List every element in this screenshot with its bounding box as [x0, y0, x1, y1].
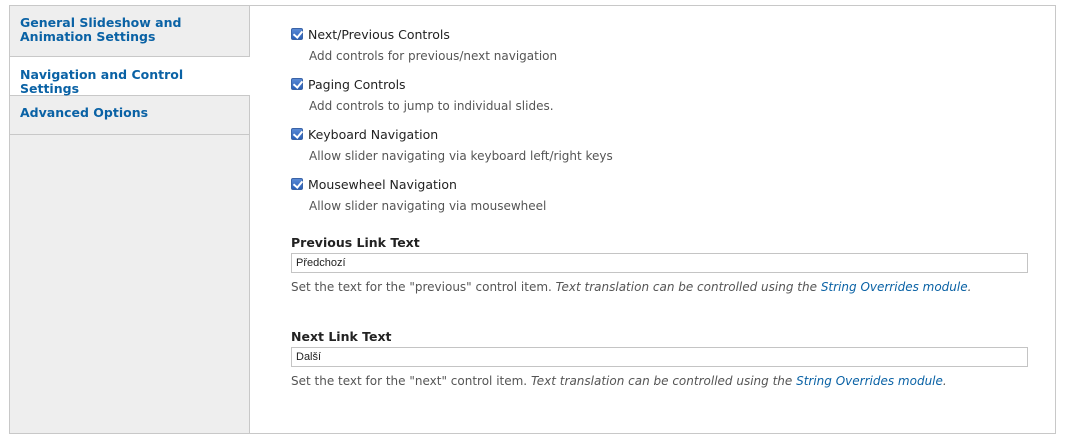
tab-panel: [251, 6, 1055, 433]
vertical-tabs: [10, 6, 250, 433]
tab-navigation-control[interactable]: Navigation and Control Settings: [10, 57, 250, 96]
next-link-label: Next Link Text: [291, 329, 392, 344]
keyboard-label[interactable]: Keyboard Navigation: [308, 126, 439, 142]
next-link-description: Set the text for the "next" control item. Text translation can be controlled using the String Overrides module.: [291, 374, 947, 388]
mousewheel-description: Allow slider navigating via mousewheel: [309, 199, 547, 213]
paging-label[interactable]: Paging Controls: [308, 76, 406, 92]
string-overrides-link[interactable]: String Overrides module: [820, 280, 968, 294]
option-mousewheel: [291, 176, 546, 213]
option-keyboard: [291, 126, 613, 163]
previous-link-input[interactable]: [291, 253, 1028, 273]
keyboard-checkbox[interactable]: [291, 128, 303, 140]
string-overrides-link[interactable]: String Overrides module: [796, 374, 943, 388]
next-link-field: [291, 329, 1028, 388]
next-previous-checkbox[interactable]: [291, 28, 303, 40]
mousewheel-label[interactable]: Mousewheel Navigation: [308, 176, 457, 192]
paging-checkbox[interactable]: [291, 78, 303, 90]
previous-link-description: Set the text for the "previous" control item. Text translation can be controlled using the String Overrides module.: [291, 280, 972, 294]
mousewheel-checkbox[interactable]: [291, 178, 303, 190]
tab-general-slideshow[interactable]: General Slideshow and Animation Settings: [10, 6, 249, 57]
option-next-previous: [291, 26, 557, 63]
next-previous-label[interactable]: Next/Previous Controls: [308, 26, 450, 42]
option-paging: [291, 76, 554, 113]
previous-link-label: Previous Link Text: [291, 235, 420, 250]
keyboard-description: Allow slider navigating via keyboard left/right keys: [309, 149, 613, 163]
previous-link-field: [291, 235, 1028, 294]
paging-description: Add controls to jump to individual slides.: [309, 99, 554, 113]
tab-advanced-options[interactable]: Advanced Options: [10, 96, 249, 135]
next-link-input[interactable]: [291, 347, 1028, 367]
settings-frame: [9, 5, 1056, 434]
next-previous-description: Add controls for previous/next navigation: [309, 49, 558, 63]
